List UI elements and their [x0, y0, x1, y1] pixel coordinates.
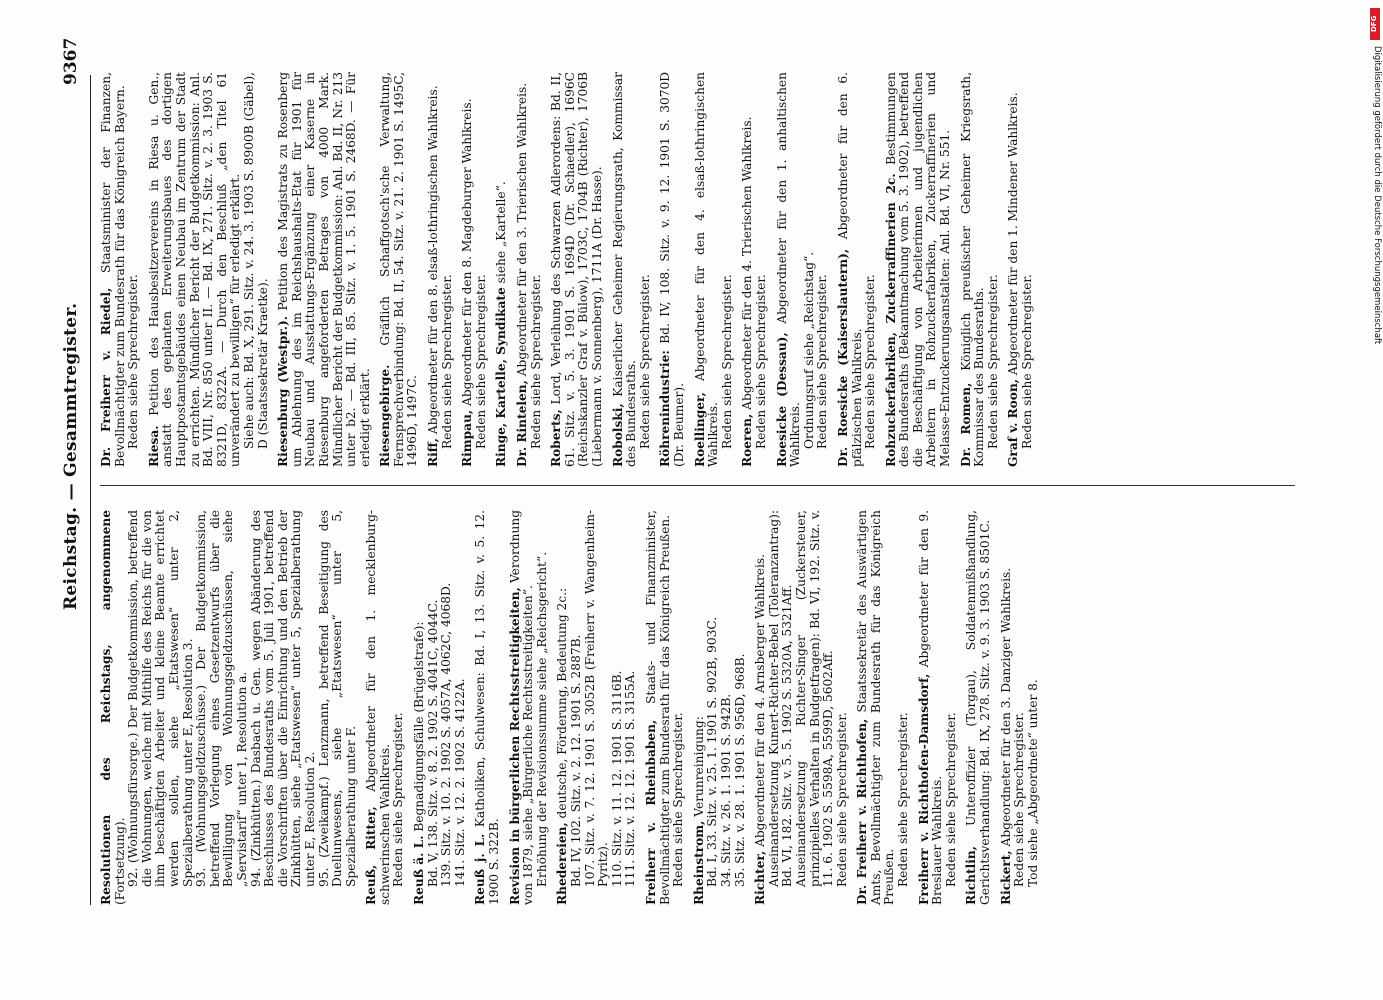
entry-first-line	[960, 72, 987, 467]
entry-heading: Richter,	[753, 850, 768, 905]
register-entry	[885, 72, 953, 467]
entry-line: 95. (Zweikampf.) Lenzmann, betreffend Beseitigung des Duellunwesens, siehe „Etatswesen“ unter 5, Spezialberathung unter F.	[316, 510, 358, 887]
entry-line: Reden siehe Sprechregister.	[1020, 274, 1035, 449]
entry-first-line	[612, 72, 639, 467]
entry-first-line	[413, 510, 427, 905]
register-entry	[427, 72, 454, 467]
entry-heading: Dr. Freiherr v. Richthofen,	[855, 718, 870, 905]
entry-text: Abgeordneter für den 3. Trierischen Wahlkreis.	[515, 82, 530, 377]
entry-first-line	[100, 510, 127, 905]
entry-line: 110. Sitz. v. 11. 12. 1901 S. 3116B.	[609, 670, 624, 887]
entry-heading: Freiherr v. Richthofen-Damsdorf,	[916, 673, 931, 905]
entry-heading: Rhedereien,	[555, 822, 570, 905]
entry-text: Staatssekretär des Auswärtigen Amts, Bevollmächtigter zum Bundesrath für das Königreich Preußen.	[855, 509, 897, 905]
entry-line: Auseinandersetzung Kunert-Richter-Bebel (Toleranzantrag): Bd. VI, 182. Sitz. v. 5. 5. 1902 S. 5320A, 5321Aff.	[766, 510, 795, 887]
entry-line: Reden siehe Sprechregister.	[391, 712, 406, 887]
register-entry	[960, 72, 1001, 467]
register-entry	[741, 72, 768, 467]
entry-line: Auseinandersetzung Richter-Singer (Zuckersteuer, prinzipielles Verhalten in Budgetfragen): Bd. VI, 192. Sitz. v. 11. 6. 1902 S. 5598A, 5599D, 5602Aff.	[793, 510, 836, 887]
entry-line: Reden siehe Sprechregister.	[985, 274, 1000, 449]
entry-first-line	[509, 510, 536, 905]
entry-line: Erhöhung der Revisionssumme siehe „Reichsgericht“.	[534, 551, 549, 887]
entry-first-line	[1007, 72, 1021, 467]
digitization-note: Digitalisierung gefördert durch die Deutsche Forschungsgemeinschaft	[1372, 46, 1382, 345]
entry-heading: Freiherr v. Rheinbaben,	[643, 719, 658, 905]
entry-text: Abgeordneter für den 1. Mindener Wahlkreis.	[1006, 92, 1021, 376]
register-entry	[100, 72, 141, 467]
entry-line: Reden siehe Sprechregister.	[637, 274, 652, 449]
entry-text: Abgeordneter für den 1. anhaltischen Wahlkreis.	[774, 72, 803, 467]
entry-heading: Rheinstrom,	[691, 820, 706, 905]
entry-text: Verunreinigung:	[691, 716, 706, 817]
entry-text: Gräflich Schaffgotsch'sche Verwaltung, Fernsprechverbindung: Bd. II, 54. Sitz. v. 21. 2. 1901 S. 1495C, 1496D, 1497C.	[378, 71, 420, 467]
entry-first-line	[474, 510, 501, 905]
entry-first-line	[856, 510, 897, 905]
entry-first-line	[365, 510, 392, 905]
register-entry	[148, 72, 270, 467]
entry-first-line	[495, 72, 509, 467]
entry-first-line	[659, 72, 686, 467]
entry-text: Abgeordneter für den 6. pfälzischen Wahlkreis.	[835, 72, 864, 467]
entry-text: Staatsminister der Finanzen, Bevollmächtigter zum Bundesrath für das Königreich Bayern.	[99, 72, 127, 467]
register-entry	[474, 510, 501, 905]
register-entry	[516, 72, 543, 467]
entry-text: (Fortsetzung).	[112, 817, 127, 905]
entry-heading: Graf v. Roon,	[1006, 378, 1021, 467]
entry-text: Petition des Magistrats zu Rosenberg um Ablehnung des im Reichshaushalts-Etat für 1901 für Neubau und Ausstattungs-Ergänzung einer Kaserne in Riesenburg angeforderten Betrages von 4000 Mark. Mündlicher Bericht der Budgetkommission: Anl. Bd. II, Nr. 213 unter b2. — Bd. III, 85. Sitz. v. 1. 5. 1901 S. 2468D. — Für erledigt erklärt.	[276, 72, 372, 467]
entry-heading: Roellinger,	[692, 392, 707, 467]
register-entry	[277, 72, 372, 467]
entry-text: Abgeordneter für den 4. elsaß-lothringischen Wahlkreis.	[692, 72, 721, 467]
entry-heading: Revision in bürgerlichen Rechtsstreitigkeiten,	[507, 587, 522, 905]
register-entry	[776, 72, 830, 467]
entry-line: Siehe auch: Bd. X, 291. Sitz. v. 24. 3. 1903 S. 8900B (Gäbel), D (Staatssekretär Kraetke).	[241, 72, 270, 449]
entry-text: Bestimmungen des Bundesraths (Bekanntmachung vom 5. 3. 1902), betreffend die Beschäftigung von Arbeiterinnen und jugendlichen Arbeitern in Rohzuckerfabriken, Zuckerraffinerien und Melasse-Entzuckerungsanstalten: Anl. Bd. VI, Nr. 551.	[883, 72, 953, 467]
entry-line: Reden siehe Sprechregister.	[528, 274, 543, 449]
entry-heading: Rohzuckerfabriken, Zuckerraffinerien 2c.	[883, 173, 898, 467]
entry-first-line	[885, 72, 953, 467]
entry-heading: Roberts,	[549, 409, 564, 467]
entry-line: 141. Sitz. v. 12. 2. 1902 S. 4122A.	[452, 678, 467, 887]
entry-heading: Rickert,	[998, 850, 1013, 905]
entry-first-line	[277, 72, 372, 467]
header-rule	[90, 75, 91, 905]
register-entry	[365, 510, 406, 905]
entry-first-line	[754, 510, 768, 905]
entry-heading: Riesa.	[146, 425, 161, 467]
entry-line: Reden siehe Sprechregister.	[671, 712, 686, 887]
register-entry	[461, 72, 488, 467]
register-entry	[556, 510, 638, 905]
entry-line: Reden siehe Sprechregister.	[439, 274, 454, 449]
entry-line: Reden siehe Sprechregister.	[719, 274, 734, 449]
entry-text: Petition des Hausbesitzervereins in Riesa u. Gen., anstatt des geplanten Erweiterungsbaues des dortigen Hauptpostamtsgebäudes einen Neubau im Zentrum der Stadt zu errichten. Mündlicher Bericht der Budgetkommission: Anl. Bd. VIII, Nr. 850 unter II. — Bd. IX, 271. Sitz. v. 2. 3. 1903 S. 8321D, 8322A. — Durch den Beschluß „den Titel 61 unverändert zu bewilligen“ für erledigt erklärt.	[146, 71, 243, 467]
entry-line: Bd. I, 33. Sitz. v. 25. 1. 1901 S. 902B, 903C.	[705, 616, 720, 887]
running-title: Reichstag. — Gesammtregister.	[61, 302, 81, 610]
entry-first-line	[645, 510, 672, 905]
entry-first-line	[461, 72, 475, 467]
entry-line: Reden siehe Sprechregister.	[1012, 712, 1027, 887]
entry-line: Reden siehe Sprechregister.	[815, 274, 830, 449]
entry-first-line	[693, 510, 707, 905]
entry-first-line	[1000, 510, 1014, 905]
entry-heading: Rimpau,	[460, 409, 475, 467]
entry-heading: Resolutionen des Reichstags, angenommene	[99, 510, 113, 905]
register-entry	[754, 510, 849, 905]
entry-first-line	[837, 72, 864, 467]
entry-first-line	[379, 72, 420, 467]
register-entry	[645, 510, 686, 905]
entry-first-line	[776, 72, 803, 467]
entry-line: 107. Sitz. v. 7. 12. 1901 S. 3052B (Freiherr v. Wangenheim-Pyritz).	[582, 510, 611, 887]
entry-line: Reden siehe Sprechregister.	[834, 712, 849, 887]
register-entry	[918, 510, 959, 905]
entry-line: 94. (Zinkhütten.) Dasbach u. Gen. wegen Abänderung des Beschlusses des Bundesraths vom 5. Juli 1901, betreffend die Vorschriften über die Einrichtung und den Betrieb der Zinkhütten, siehe „Etatswesen“ unter 5, Spezialberathung unter E, Resolution 2.	[248, 510, 317, 887]
entry-line: Ordnungsruf siehe „Reichstag“.	[801, 251, 816, 449]
entry-line: Reden siehe Sprechregister.	[896, 712, 911, 887]
entry-line: 92. (Wohnungsfürsorge.) Der Budgetkommission, betreffend die Wohnungen, welche mit Mithilfe des Reichs für die von ihm beschäftigten Arbeiter und kleine Beamte errichtet werden sollen, siehe „Etatswesen“ unter 2, Spezialberathung unter E, Resolution 3.	[126, 510, 195, 887]
entry-heading: Reuß ä. L.	[412, 835, 427, 905]
entry-heading: Dr. Rintelen,	[515, 380, 530, 467]
entry-line: Bd. V, 138. Sitz. v. 8. 2. 1902 S. 4041C, 4044C.	[425, 599, 440, 887]
entry-first-line	[556, 510, 570, 905]
dfg-logo-text: DFG	[1370, 15, 1378, 33]
page-number: 9367	[61, 37, 81, 85]
register-entry	[379, 72, 420, 467]
entry-heading: Röhrenindustrie:	[658, 350, 673, 467]
entry-heading: Richtlin,	[964, 845, 979, 905]
entry-heading: Dr. Romen,	[958, 382, 973, 467]
entry-heading: Riesengebirge.	[378, 364, 393, 467]
right-column	[100, 72, 1042, 467]
entry-text: Kaiserlicher Geheimer Regierungsrath, Kommissar des Bundesraths.	[610, 72, 639, 467]
register-entry	[509, 510, 550, 905]
entry-text: Abgeordneter für den 4. Arnsberger Wahlkreis.	[753, 553, 768, 847]
entry-text: Katholiken, Schulwesen: Bd. I, 13. Sitz. v. 5. 12. 1900 S. 322B.	[473, 510, 502, 905]
entry-text: Verordnung von 1879, siehe „Bürgerliche Rechtsstreitigkeiten“.	[507, 509, 536, 905]
entry-line: 93. (Wohnungsgeldzuschüsse.) Der Budgetkommission, betreffend Vorlegung eines Gesetzentwurfs über die Bewilligung von Wohnungsgeldzuschüssen, siehe „Servistarif“ unter 1, Resolution a.	[194, 510, 249, 887]
register-entry	[550, 72, 604, 467]
entry-first-line	[550, 72, 604, 467]
entry-first-line	[965, 510, 992, 905]
entry-line: Bd. IV, 102. Sitz. v. 2. 12. 1901 S. 2887B.	[569, 634, 583, 887]
entry-line: Reden siehe Sprechregister.	[753, 274, 768, 449]
register-entry	[612, 72, 653, 467]
entry-line: 35. Sitz. v. 28. 1. 1901 S. 956D, 968B.	[732, 653, 747, 887]
entry-heading: Dr. Freiherr v. Riedel,	[99, 287, 113, 467]
entry-line: 34. Sitz. v. 26. 1. 1901 S. 942B.	[718, 693, 733, 887]
entry-line: 111. Sitz. v. 12. 12. 1901 S. 3155A.	[623, 670, 638, 887]
entry-line: Reden siehe Sprechregister.	[473, 274, 488, 449]
entry-heading: Reuß, Ritter,	[364, 806, 379, 905]
entry-first-line	[741, 72, 755, 467]
entry-text: Unteroffizier (Torgau), Soldatenmißhandlung, Gerichtsverhandlung: Bd. IX, 278. Sitz. v. 9. 3. 1903 S. 8501C.	[964, 510, 993, 905]
entry-first-line	[516, 72, 530, 467]
entry-heading: Roesicke (Dessau),	[774, 332, 789, 467]
entry-first-line	[918, 510, 945, 905]
entry-text: Abgeordneter für den 8. Magdeburger Wahlkreis.	[460, 98, 475, 406]
entry-text: siehe „Kartelle“.	[494, 181, 509, 284]
entry-heading: Robolski,	[610, 403, 625, 467]
entry-first-line	[148, 72, 243, 467]
register-entry	[100, 510, 358, 905]
page-header	[55, 0, 87, 1000]
entry-first-line	[427, 72, 441, 467]
entry-text: Lord, Verleihung des Schwarzen Adlerordens: Bd. II, 61. Sitz. v. 5. 3. 1901 S. 1694D (Dr. Schaedler), 1696C (Reichskanzler Graf v. Bülow), 1703C, 1704B (Richter), 1706B (Liebermann v. Sonnenberg), 1711A (Dr. Hasse).	[549, 71, 604, 467]
entry-text: deutsche, Förderung, Bedeutung 2c.:	[555, 587, 570, 819]
register-entry	[965, 510, 992, 905]
entry-text: Abgeordneter für den 3. Danziger Wahlkreis.	[998, 567, 1013, 847]
entry-heading: Dr. Roesicke (Kaiserslautern),	[835, 248, 850, 467]
entry-text: Königlich preußischer Geheimer Kriegsrath, Kommissar des Bundesraths.	[958, 72, 987, 467]
register-entry	[856, 510, 910, 905]
entry-heading: Roeren,	[740, 413, 755, 467]
entry-text: Abgeordneter für den 8. elsaß-lothringischen Wahlkreis.	[426, 85, 441, 435]
entry-heading: Reuß j. L.	[473, 833, 488, 905]
entry-text: Abgeordneter für den 4. Trierischen Wahlkreis.	[740, 116, 755, 410]
register-entry	[1000, 510, 1041, 905]
entry-line: 139. Sitz. v. 10. 2. 1902 S. 4057A, 4062C, 4068D.	[439, 582, 454, 887]
register-entry	[837, 72, 878, 467]
entry-text: Begnadigungsfälle (Brügelstrafe):	[412, 621, 427, 832]
entry-line: Reden siehe Sprechregister.	[863, 274, 878, 449]
entry-heading: Riff,	[426, 437, 441, 467]
entry-heading: Ringe, Kartelle, Syndikate	[494, 287, 509, 467]
entry-text: Abgeordneter für den 9. Breslauer Wahlkreis.	[916, 510, 945, 905]
entry-first-line	[694, 72, 721, 467]
register-entry	[693, 510, 747, 905]
entry-line: Reden siehe Sprechregister.	[126, 274, 141, 449]
column-divider	[100, 485, 1295, 486]
entry-text: Abgeordneter für den 1. mecklenburg-schwerinschen Wahlkreis.	[364, 510, 392, 905]
register-entry	[694, 72, 735, 467]
dfg-logo	[1370, 8, 1380, 40]
entry-line: Tod siehe „Abgeordnete“ unter 8.	[1025, 679, 1040, 887]
left-column	[100, 510, 1047, 905]
entry-line: Reden siehe Sprechregister.	[943, 712, 958, 887]
register-entry	[659, 72, 686, 467]
entry-heading: Riesenburg (Westpr.).	[276, 316, 291, 467]
entry-text: Staats- und Finanzminister, Bevollmächtigter zum Bundesrath für das Königreich Preußen.	[643, 510, 672, 905]
register-entry	[1007, 72, 1034, 467]
register-entry	[413, 510, 467, 905]
register-entry	[495, 72, 509, 467]
entry-first-line	[100, 72, 127, 467]
entry-text: Bd. IV, 108. Sitz. v. 9. 12. 1901 S. 3070D (Dr. Beumer).	[658, 72, 686, 467]
